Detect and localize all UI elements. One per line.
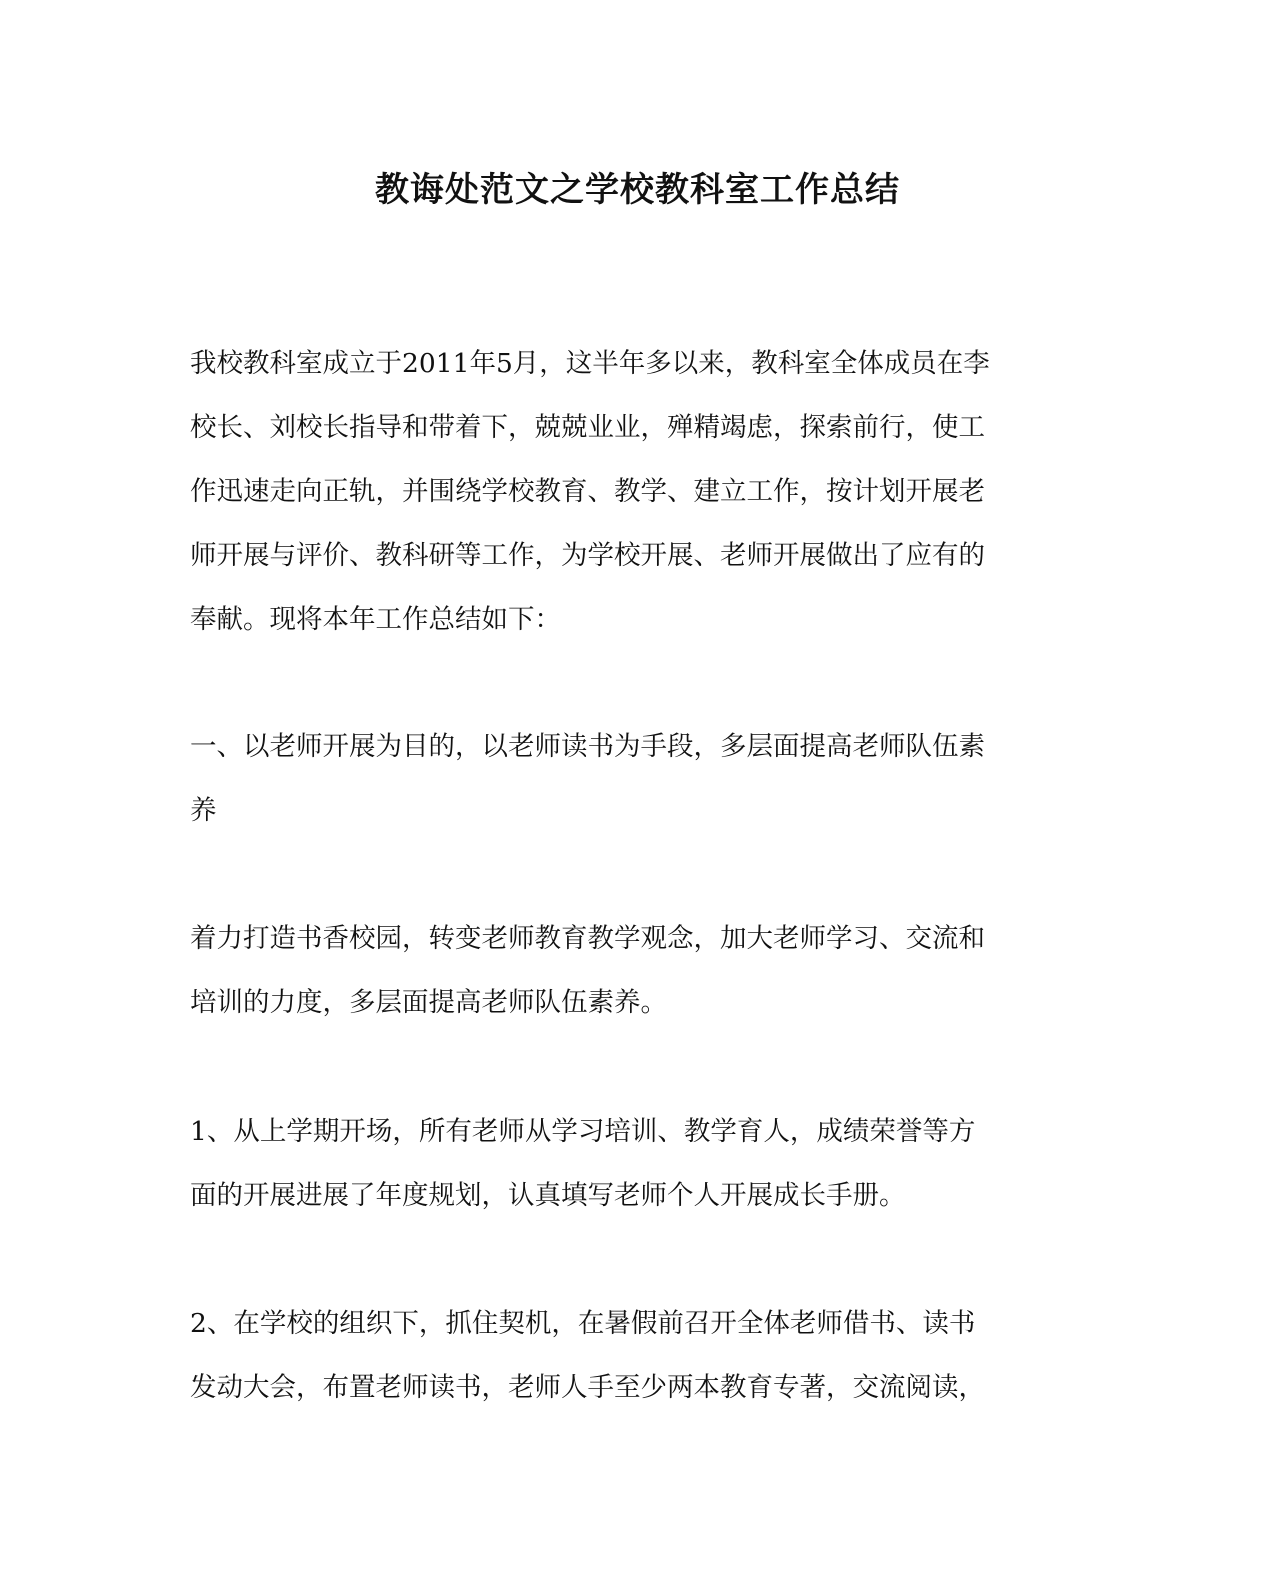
- document-title: 教诲处范文之学校教科室工作总结: [375, 170, 900, 210]
- text-line: 面的开展进展了年度规划，认真填写老师个人开展成长手册。: [190, 1180, 906, 1211]
- item-1-paragraph: [190, 1100, 1060, 1228]
- text-line: 1、从上学期开场，所有老师从学习培训、教学育人，成绩荣誉等方: [190, 1116, 976, 1147]
- text-line: 培训的力度，多层面提高老师队伍素养。: [190, 987, 667, 1018]
- intro-paragraph: [190, 332, 1060, 652]
- section-1-paragraph: [190, 907, 1060, 1035]
- text-line: 2、在学校的组织下，抓住契机，在暑假前召开全体老师借书、读书: [190, 1308, 976, 1339]
- text-line: 养: [190, 795, 217, 826]
- text-line: 发动大会，布置老师读书，老师人手至少两本教育专著，交流阅读，: [190, 1372, 985, 1403]
- item-2-paragraph: [190, 1292, 1060, 1420]
- text-line: 作迅速走向正轨，并围绕学校教育、教学、建立工作，按计划开展老: [190, 476, 985, 507]
- text-line: 校长、刘校长指导和带着下，兢兢业业，殚精竭虑，探索前行，使工: [190, 412, 985, 443]
- section-heading-1: [190, 715, 1060, 843]
- text-line: 师开展与评价、教科研等工作，为学校开展、老师开展做出了应有的: [190, 540, 985, 571]
- text-line: 着力打造书香校园，转变老师教育教学观念，加大老师学习、交流和: [190, 923, 985, 954]
- text-line: 奉献。现将本年工作总结如下：: [190, 604, 561, 635]
- text-line: 一、以老师开展为目的，以老师读书为手段，多层面提高老师队伍素: [190, 731, 985, 762]
- text-line: 我校教科室成立于2011年5月，这半年多以来，教科室全体成员在李: [190, 348, 990, 379]
